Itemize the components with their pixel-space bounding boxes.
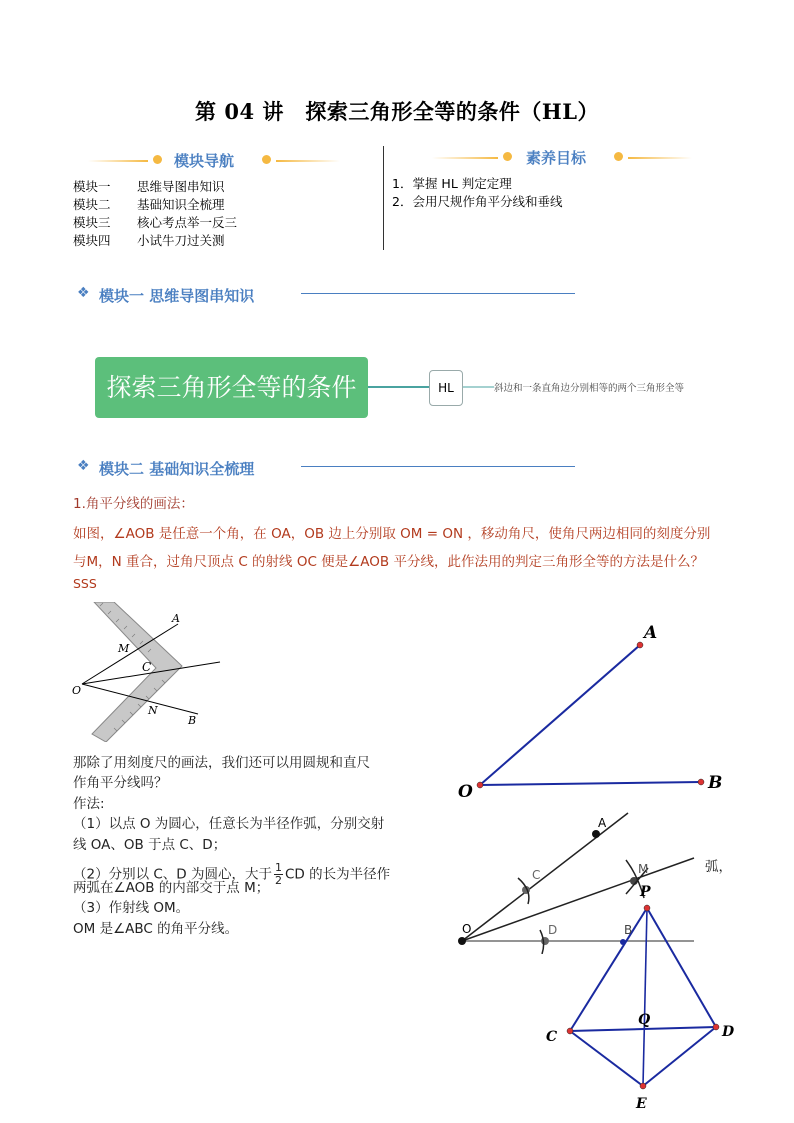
fig1-label-A: A xyxy=(172,612,180,625)
step3-line: （3）作射线 OM。 xyxy=(73,900,190,916)
figure-perpendicular xyxy=(540,878,740,1116)
nav-item-key: 模块三 xyxy=(73,215,111,230)
section2-heading: 模块二 基础知识全梳理 xyxy=(99,460,255,478)
nav-dot-left xyxy=(153,155,162,164)
fig4-label-D: D xyxy=(722,1024,735,1040)
mindmap-node-desc: 斜边和一条直角边分别相等的两个三角形全等 xyxy=(494,383,685,394)
section1-rule xyxy=(301,293,575,294)
fig4-label-E: E xyxy=(636,1096,647,1112)
goals-dot-left xyxy=(503,152,512,161)
nav-item-2 xyxy=(73,196,237,214)
fig4-label-C: C xyxy=(546,1029,558,1045)
mindmap-root: 探索三角形全等的条件 xyxy=(95,357,368,418)
step1-line-a: （1）以点 O 为圆心，任意长为半径作弧，分别交射 xyxy=(73,816,385,832)
fig1-label-O: O xyxy=(72,684,82,697)
fig3-label-O: O xyxy=(462,922,472,936)
goal-item-2: 2．会用尺规作角平分线和垂线 xyxy=(392,194,563,209)
method-heading: 作法: xyxy=(73,796,105,812)
fig1-label-N: N xyxy=(148,704,158,717)
page-title: 第 04 讲 探索三角形全等的条件（HL） xyxy=(195,99,599,124)
nav-item-key: 模块二 xyxy=(73,197,111,212)
nav-dot-right xyxy=(262,155,271,164)
fraction-numerator: 1 xyxy=(275,861,282,874)
goals-line-left xyxy=(432,157,498,159)
section2-icon: ❖ xyxy=(77,458,90,474)
mindmap-node-hl: HL xyxy=(429,370,463,406)
fig4-label-Q: Q xyxy=(638,1012,651,1028)
fig3-label-D: D xyxy=(548,923,558,937)
nav-line-right xyxy=(276,160,340,162)
fig1-label-C: C xyxy=(142,660,152,674)
fig1-label-B: B xyxy=(188,714,197,727)
goals-dot-right xyxy=(614,152,623,161)
fig4-label-B: B xyxy=(624,923,633,937)
vertical-divider xyxy=(383,146,384,250)
nav-line-left xyxy=(88,160,148,162)
step2-text-start: （2）分别以 C、D 为圆心，大于 xyxy=(73,866,272,883)
nav-item-label: 核心考点举一反三 xyxy=(137,215,238,230)
goals-line-right xyxy=(628,157,692,159)
nav-item-1 xyxy=(73,178,237,196)
fraction-denominator: 2 xyxy=(275,874,282,887)
step2-line-c: 两弧在∠AOB 的内部交于点 M； xyxy=(73,880,270,896)
fraction-half xyxy=(274,862,283,887)
fig2-label-O: O xyxy=(458,782,473,802)
nav-item-key: 模块四 xyxy=(73,233,111,248)
nav-item-label: 小试牛刀过关测 xyxy=(137,233,225,248)
goals-heading: 素养目标 xyxy=(526,149,587,167)
content-line-1: 如图，∠AOB 是任意一个角，在 OA，OB 边上分别取 OM = ON ，移动角尺，使角尺两边相同的刻度分别 xyxy=(73,526,711,542)
step2-text-end: CD 的长为半径作 xyxy=(285,866,391,883)
fig1-label-M: M xyxy=(118,642,130,655)
section1-heading: 模块一 思维导图串知识 xyxy=(99,287,255,305)
fig3-label-A: A xyxy=(598,816,607,830)
question-line-2: 作角平分线吗？ xyxy=(73,775,168,791)
nav-list xyxy=(73,178,237,250)
fig2-label-B: B xyxy=(708,773,723,793)
conclusion-line: OM 是∠ABC 的角平分线。 xyxy=(73,921,239,937)
goal-item-1: 1．掌握 HL 判定定理 xyxy=(392,176,512,191)
section1-icon: ❖ xyxy=(77,285,90,301)
figure-angle-aob xyxy=(452,618,732,808)
content-heading: 1.角平分线的画法： xyxy=(73,496,194,512)
figure-set-square xyxy=(70,602,230,742)
fig4-label-P: P xyxy=(640,884,651,900)
fig3-label-C: C xyxy=(532,868,541,882)
arc-word: 弧， xyxy=(705,859,732,875)
nav-item-4 xyxy=(73,232,237,250)
step1-line-b: 线 OA、OB 于点 C、D； xyxy=(73,837,227,853)
content-answer: SSS xyxy=(73,576,97,591)
nav-item-key: 模块一 xyxy=(73,179,111,194)
section2-rule xyxy=(301,466,575,467)
question-line-1: 那除了用刻度尺的画法，我们还可以用圆规和直尺 xyxy=(73,755,370,771)
content-line-2: 与M，N 重合，过角尺顶点 C 的射线 OC 便是∠AOB 平分线，此作法用的判定三角形全等的方法是什么？ xyxy=(73,554,704,570)
nav-item-label: 思维导图串知识 xyxy=(137,179,225,194)
nav-item-label: 基础知识全梳理 xyxy=(137,197,225,212)
fig2-label-A: A xyxy=(644,623,658,643)
fig3-label-M: M xyxy=(638,862,649,876)
nav-item-3 xyxy=(73,214,237,232)
goals-list xyxy=(392,175,562,211)
nav-heading: 模块导航 xyxy=(174,152,235,170)
